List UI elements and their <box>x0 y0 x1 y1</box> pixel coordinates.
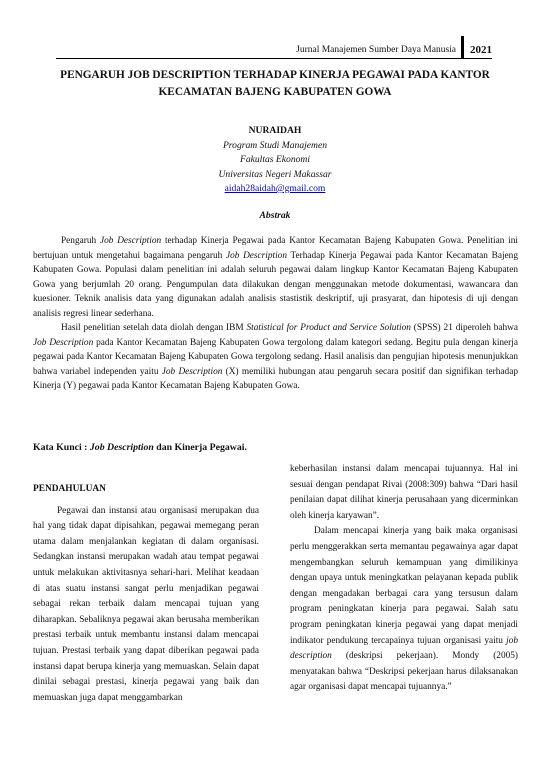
right-column <box>290 462 518 696</box>
running-header <box>296 36 492 58</box>
paper-title: PENGARUH JOB DESCRIPTION TERHADAP KINERJA PEGAWAI PADA KANTOR KECAMATAN BAJENG KABUPATEN GOWA <box>60 69 490 98</box>
author-faculty: Fakultas Ekonomi <box>239 154 311 165</box>
author-program: Program Studi Manajemen <box>222 139 328 151</box>
author-block <box>0 124 550 197</box>
author-name: NURAIDAH <box>248 125 302 136</box>
right-paragraph-2: Dalam mencapai kinerja yang baik maka organisasi perlu menggerakkan serta memantau pegawainya agar dapat mengembangkan seluruh kemampuan yang dimilikinya dengan upaya untuk meningkatkan pelayanan kepada publik dengan mengadakan berbagai cara yang tersusun dalam program peningkatan kinerja para pegawai. Salah satu program peningkatan kinerja pegawai yang dapat menjadi indikator pendukung tercapainya tujuan organisasi yaitu job description (deskripsi pekerjaan). Mondy (2005) menyatakan bahwa “Deskripsi pekerjaan harus dilaksanakan agar organisasi dapat mencapai tujuannya.” <box>290 526 518 693</box>
author-email-link[interactable]: aidah28aidah@gmail.com <box>224 183 326 194</box>
abstract-paragraph-1: Pengaruh Job Description terhadap Kinerja Pegawai pada Kantor Kecamatan Bajeng Kabupaten Gowa. Penelitian ini bertujuan untuk mengetahui bagaimana pengaruh Job Description Terhadap Kinerja Pegawai pada Kantor Kecamatan Bajeng Kabupaten Gowa. Populasi dalam penelitian ini adalah seluruh pegawai dalam lingkup Kantor Kecamatan Bajeng Kabupaten Gowa yang berjumlah 20 orang. Pengumpulan data dilakukan dengan menggunakan metode dokumentasi, wawancara dan kuesioner. Teknik analisis data yang digunakan adalah analisis stastistik deskriptif, uji prasyarat, dan hipotesis di uji dengan analisis regresi linear sederhana. <box>33 236 518 319</box>
section-heading-introduction: PENDAHULUAN <box>33 484 106 494</box>
header-rule <box>56 58 492 59</box>
introduction-paragraph-1: Pegawai dan instansi atau organisasi merupakan dua hal yang tidak dapat dipisahkan, pegawai memegang peran utama dalam menjalankan kegiatan di dalam organisasi. Sedangkan instansi merupakan wadah atau tempat pegawai untuk melakukan aktivitasnya sehari-hari. Melihat keadaan di atas suatu instansi sangat perlu menjadikan pegawai sebagai rekan terbaik dalam mencapai tujuan yang diharapkan. Sebaliknya pegawai akan berusaha memberikan prestasi terbaik untuk membantu instansi dalam mencapai tujuan. Prestasi terbaik yang dapat diberikan pegawai pada instansi dapat berupa kinerja yang memuaskan. Selain dapat dinilai sebagai prestasi, kinerja pegawai yang baik dan memuaskan juga dapat menggambarkan <box>33 505 259 703</box>
journal-name: Jurnal Manajemen Sumber Daya Manusia <box>296 45 456 55</box>
author-university: Universitas Negeri Makassar <box>218 168 332 180</box>
abstract-paragraph-2: Hasil penelitian setelah data diolah dengan IBM Statistical for Product and Service Solution (SPSS) 21 diperoleh bahwa Job Description pada Kantor Kecamatan Bajeng Kabupaten Gowa tergolong dalam kategori sedang. Begitu pula dengan kinerja pegawai pada Kantor Kecamatan Bajeng Kabupaten Gowa tergolong sedang. Hasil analisis dan pengujian hipotesis menunjukkan bahwa variabel independen yaitu Job Description (X) memiliki hubungan atau pengaruh secara positif dan signifikan terhadap Kinerja (Y) pegawai pada Kantor Kecamatan Bajeng Kabupaten Gowa. <box>33 323 519 391</box>
left-column <box>33 468 259 706</box>
abstract-body <box>33 234 518 394</box>
keywords-line: Kata Kunci : Job Description dan Kinerja Pegawai. <box>33 442 247 453</box>
right-paragraph-1: keberhasilan instansi dalam mencapai tujuannya. Hal ini sesuai dengan pendapat Rivai (2008:309) bahwa “Dari hasil penilaian dapat dilihat kinerja perusahaan yang dicerminkan oleh kinerja karyawan”. <box>290 464 518 521</box>
abstract-heading: Abstrak <box>259 210 291 221</box>
journal-year: 2021 <box>470 44 492 56</box>
